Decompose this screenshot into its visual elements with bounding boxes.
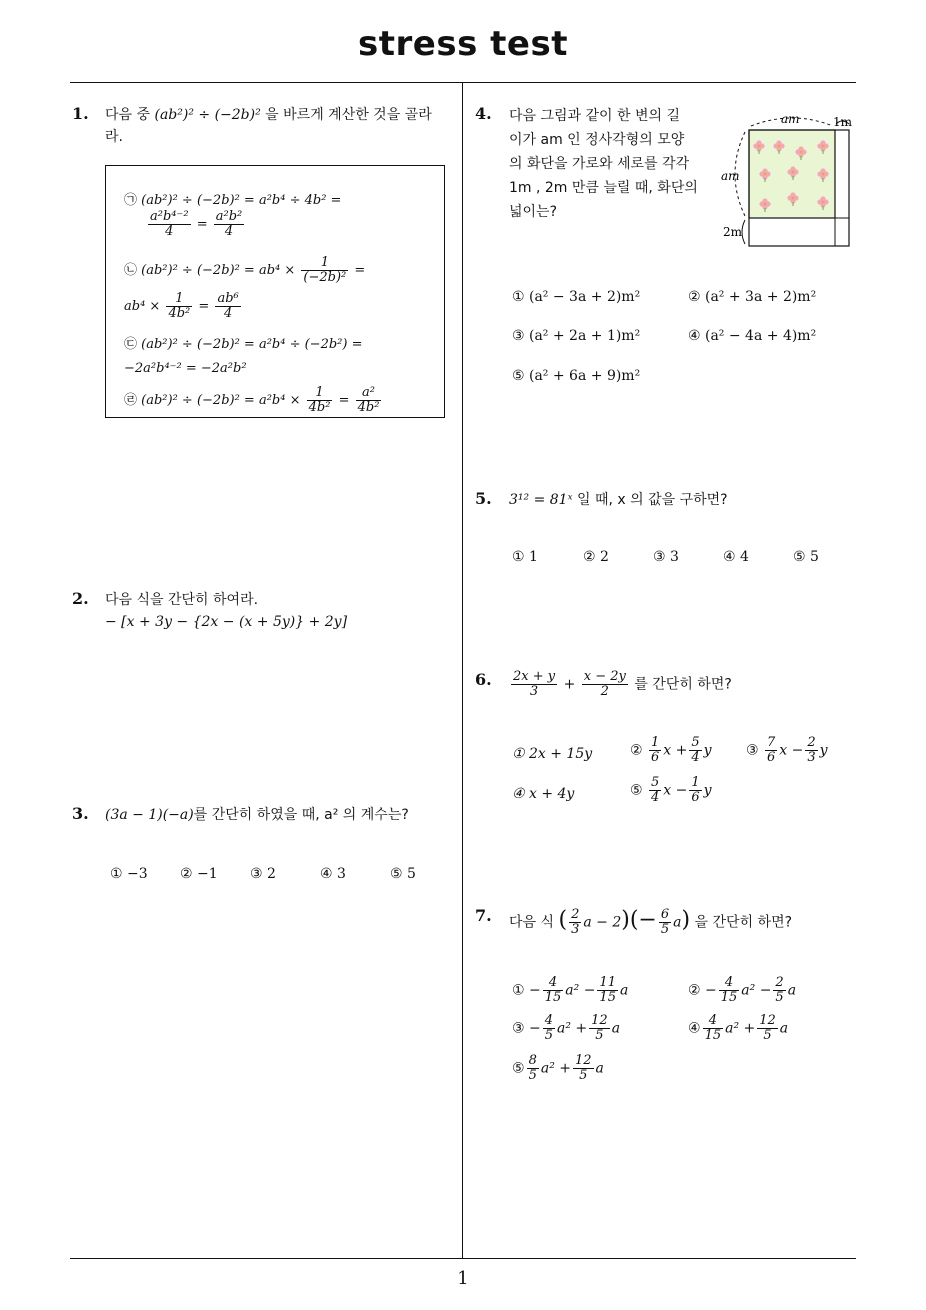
footer-rule xyxy=(70,1258,856,1259)
q1-text-a: 다음 중 xyxy=(105,107,155,123)
header-rule xyxy=(70,82,856,83)
q1-stem xyxy=(105,104,455,148)
q7-option-1[interactable]: ① − $\frac{4}{15}$ a² − $\frac{11}{15}$ a xyxy=(512,975,629,1005)
q4-number: 4. xyxy=(475,104,492,123)
q4-option-1[interactable]: ① (a² − 3a + 2)m² xyxy=(512,289,641,305)
q3-option-2[interactable]: ② −1 xyxy=(180,866,218,882)
q3-option-1[interactable]: ① −3 xyxy=(110,866,148,882)
q7-option-5[interactable]: ⑤ $\frac{8}{5}$ a² + $\frac{12}{5}$ a xyxy=(512,1053,604,1083)
q5-expr: 3¹² = 81ˣ xyxy=(509,492,573,508)
q3-number: 3. xyxy=(72,804,89,823)
q3-option-5[interactable]: ⑤ 5 xyxy=(390,866,416,882)
q4-option-5[interactable]: ⑤ (a² + 6a + 9)m² xyxy=(512,368,641,384)
q7-stem: 다음 식 ( $\frac{2}{3}$ a − 2)(− $\frac{6}{5}$ a) 을 간단히 하면? xyxy=(509,907,793,937)
q7-option-2[interactable]: ② − $\frac{4}{15}$ a² − $\frac{2}{5}$ a xyxy=(688,975,797,1005)
q1-choice-box xyxy=(105,165,445,418)
q1-item-1-frac-a: $\frac{\text{a²b⁴⁻²}}{4}$ xyxy=(150,209,189,239)
page-number: 1 xyxy=(457,1268,469,1289)
q3-expr: (3a − 1)(−a) xyxy=(105,807,194,823)
q1-item-4-mark: ㉣ xyxy=(124,393,138,408)
q1-item-3-mark: ㉢ xyxy=(124,337,138,352)
q3-option-4[interactable]: ④ 3 xyxy=(320,866,346,882)
page-title: stress test xyxy=(358,24,568,64)
q7-option-3[interactable]: ③ − $\frac{4}{5}$ a² + $\frac{12}{5}$ a xyxy=(512,1013,621,1043)
q5-option-2[interactable]: ② 2 xyxy=(583,549,609,565)
q1-item-2-mark: ㉡ xyxy=(124,263,138,278)
q6-option-4[interactable]: ④ x + 4y xyxy=(512,786,575,802)
q1-item-3 xyxy=(124,336,362,354)
q1-item-1-mark: ㉠ xyxy=(124,193,138,208)
q3-stem xyxy=(105,804,455,826)
q5-text: 일 때, x 의 값을 구하면? xyxy=(572,492,728,508)
q2-stem xyxy=(105,589,455,633)
q1-expr: (ab²)² ÷ (−2b)² xyxy=(154,107,261,123)
q1-item-4-frac-a: $\frac{1}{\text{4b²}}$ xyxy=(308,385,331,415)
q1-item-4-frac-b: $\frac{\text{a²}}{\text{4b²}}$ xyxy=(357,385,380,415)
q3-option-3[interactable]: ③ 2 xyxy=(250,866,276,882)
fig-top-label: am xyxy=(781,112,800,126)
q4-stem: 다음 그림과 같이 한 변의 길 이가 am 인 정사각형의 모양 의 화단을 가로와 세로를 각각 1m , 2m 만큼 늘릴 때, 화단의 넓이는? xyxy=(509,108,698,220)
q1-item-4: ㉣ (ab²)² ÷ (−2b)² = a²b⁴ × $\frac{1}{\text{4b²}}$ = $\frac{\text{a²}}{\text{4b²}}$ xyxy=(124,385,380,415)
q2-number: 2. xyxy=(72,589,89,608)
q6-text: 를 간단히 하면? xyxy=(634,676,732,693)
q5-option-4[interactable]: ④ 4 xyxy=(723,549,749,565)
q4-option-2[interactable]: ② (a² + 3a + 2)m² xyxy=(688,289,817,305)
q1-number: 1. xyxy=(72,104,89,123)
q1-item-1-frac-b: $\frac{\text{a²b²}}{4}$ xyxy=(215,209,243,239)
q4-option-3[interactable]: ③ (a² + 2a + 1)m² xyxy=(512,328,641,344)
fig-left-label: am xyxy=(721,169,740,183)
column-divider xyxy=(462,83,463,1258)
q5-option-1[interactable]: ① 1 xyxy=(512,549,538,565)
q1-item-2-line2: ab⁴ × $\frac{1}{\text{4b²}}$ = $\frac{\text{ab⁶}}{4}$ xyxy=(124,291,239,321)
q1-item-2-line1: (ab²)² ÷ (−2b)² = ab⁴ × xyxy=(141,263,296,278)
q2-expr: − [x + 3y − {2x − (x + 5y)} + 2y] xyxy=(105,614,348,630)
q1-item-1-fractions: $\frac{\text{a²b⁴⁻²}}{4}$ = $\frac{\text{a²b²}}{4}$ xyxy=(150,209,243,239)
q7-option-4[interactable]: ④ $\frac{4}{15}$ a² + $\frac{12}{5}$ a xyxy=(688,1013,789,1043)
q7-text-a: 다음 식 xyxy=(509,914,559,931)
q1-item-1-line1: (ab²)² ÷ (−2b)² = a²b⁴ ÷ 4b² = xyxy=(141,193,342,208)
q1-item-2-frac-c: $\frac{1}{\text{4b²}}$ xyxy=(168,291,191,321)
fig-bottom-label: 2m xyxy=(723,225,743,239)
q1-text-c: 라. xyxy=(105,129,123,145)
fig-right-label: 1m xyxy=(833,115,853,129)
q5-stem xyxy=(509,489,849,511)
q1-item-2: ㉡ (ab²)² ÷ (−2b)² = ab⁴ × $\frac{1}{\text{(−2b)²}}$ = xyxy=(124,255,366,285)
q6-option-3[interactable]: ③ $\frac{7}{6}$ x − $\frac{2}{3}$ y xyxy=(746,735,828,765)
q6-stem: $\frac{2x + y}{3}$ + $\frac{x - 2y}{2}$ 를 간단히 하면? xyxy=(513,669,732,699)
q6-option-5[interactable]: ⑤ $\frac{5}{4}$ x − $\frac{1}{6}$ y xyxy=(630,775,712,805)
q3-text: 를 간단히 하였을 때, a² 의 계수는? xyxy=(193,807,409,823)
q1-item-3-line1: (ab²)² ÷ (−2b)² = a²b⁴ ÷ (−2b²) = xyxy=(141,337,363,352)
q6-number: 6. xyxy=(475,670,492,689)
q5-option-5[interactable]: ⑤ 5 xyxy=(793,549,819,565)
q7-text-b: 을 간단히 하면? xyxy=(690,914,793,931)
q6-frac-a: $\frac{2x + y}{3}$ xyxy=(513,669,556,699)
q1-item-4-line1: (ab²)² ÷ (−2b)² = a²b⁴ × xyxy=(141,393,301,408)
q5-number: 5. xyxy=(475,489,492,508)
q1-text-b: 을 바르게 계산한 것을 골라 xyxy=(260,107,432,123)
q1-item-2-frac: $\frac{1}{\text{(−2b)²}}$ xyxy=(303,255,347,285)
q5-option-3[interactable]: ③ 3 xyxy=(653,549,679,565)
garden-figure xyxy=(715,108,861,252)
q1-item-2-frac-d: $\frac{\text{ab⁶}}{4}$ xyxy=(217,291,239,321)
q7-number: 7. xyxy=(475,906,492,925)
q6-option-2[interactable]: ② $\frac{1}{6}$ x + $\frac{5}{4}$ y xyxy=(630,735,712,765)
q4-option-4[interactable]: ④ (a² − 4a + 4)m² xyxy=(688,328,817,344)
q1-item-1 xyxy=(124,192,341,210)
q1-item-3-line2: −2a²b⁴⁻² = −2a²b² xyxy=(124,361,247,376)
q2-text: 다음 식을 간단히 하여라. xyxy=(105,592,259,608)
q6-option-1[interactable]: ① 2x + 15y xyxy=(512,746,593,762)
q6-frac-b: $\frac{x - 2y}{2}$ xyxy=(583,669,626,699)
bottom-brace xyxy=(742,220,745,244)
